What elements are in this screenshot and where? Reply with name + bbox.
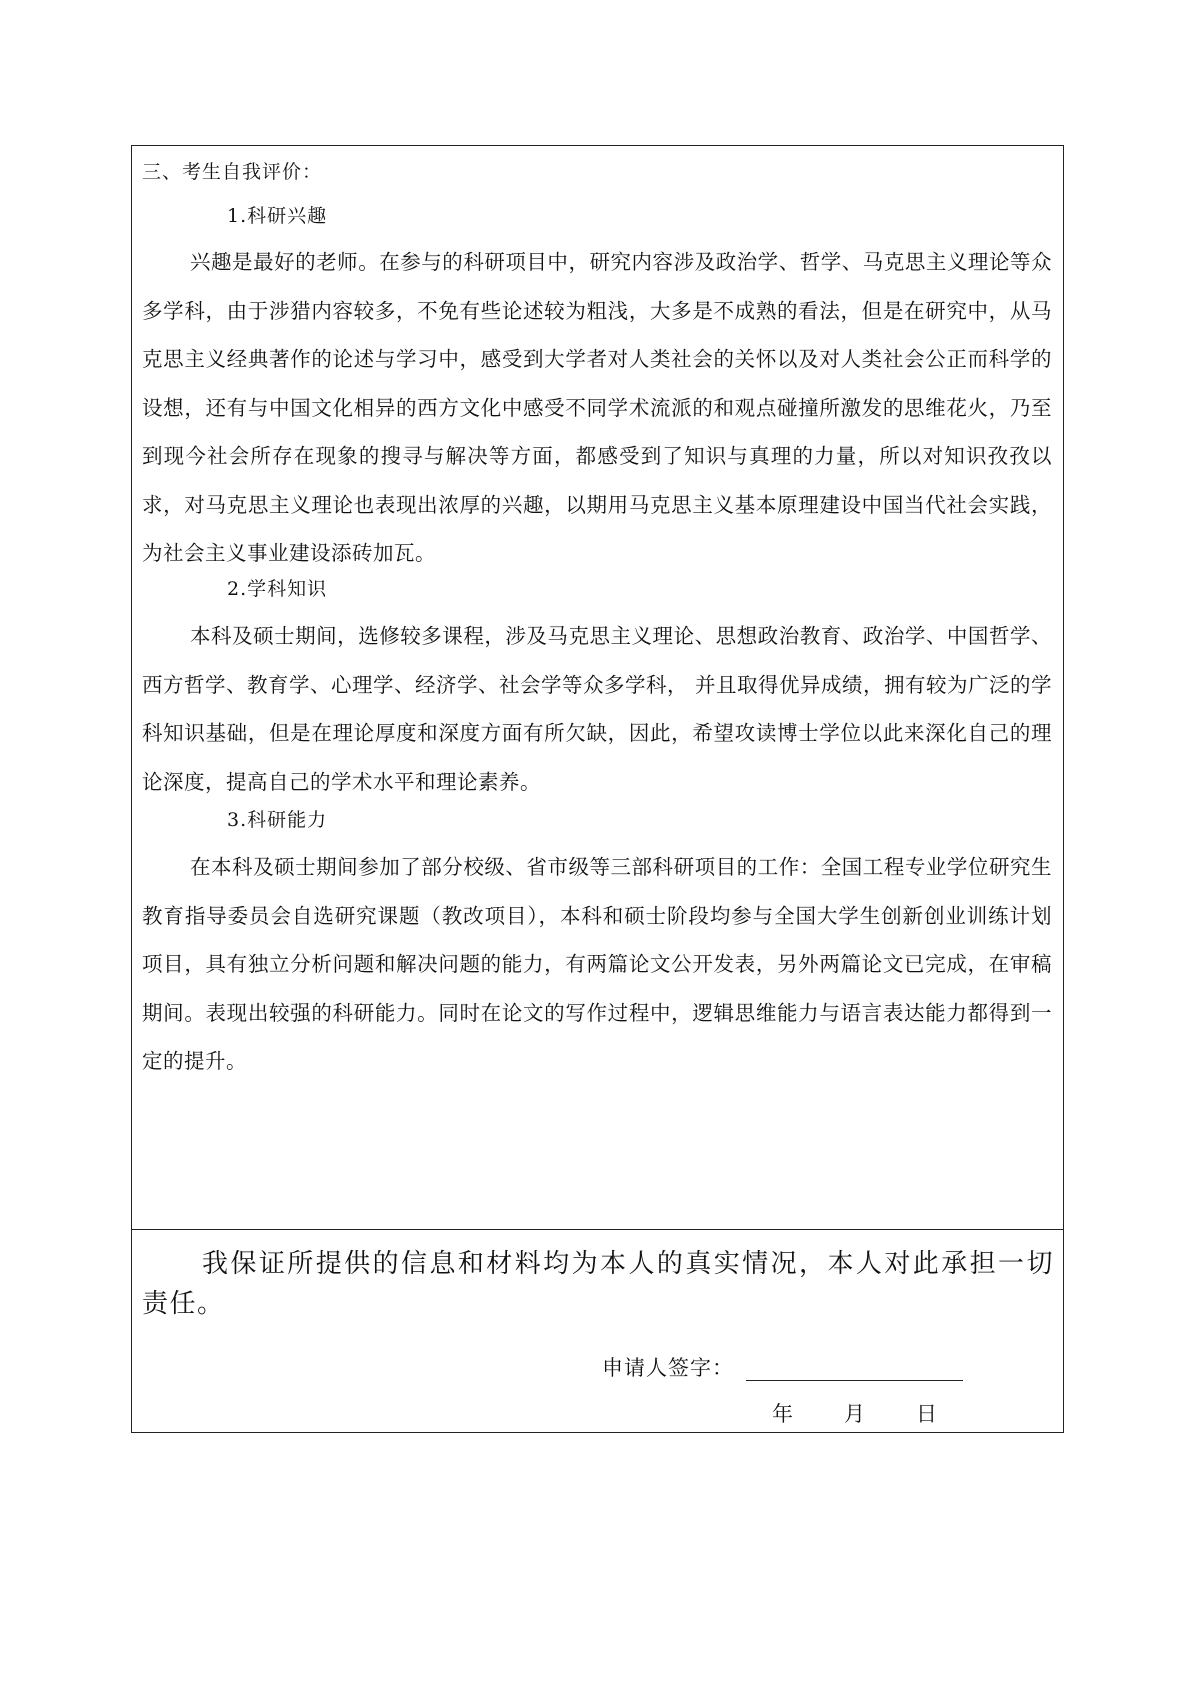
paragraph-research-interest: 兴趣是最好的老师。在参与的科研项目中，研究内容涉及政治学、哲学、马克思主义理论等众多学科，由于涉猎内容较多，不免有些论述较为粗浅，大多是不成熟的看法，但是在研究中，从马克思主义经典著作的论述与学习中，感受到大学者对人类社会的关怀以及对人类社会公正而科学的设想，还有与中国文化相异的西方文化中感受不同学术流派的和观点碰撞所激发的思维花火，乃至到现今社会所存在现象的搜寻与解决等方面，都感受到了知识与真理的力量，所以对知识孜孜以求，对马克思主义理论也表现出浓厚的兴趣，以期用马克思主义基本原理建设中国当代社会实践，为社会主义事业建设添砖加瓦。 bbox=[142, 250, 1052, 565]
signature-line[interactable] bbox=[746, 1380, 963, 1381]
form-table bbox=[131, 145, 1064, 1433]
pledge-statement: 我保证所提供的信息和材料均为本人的真实情况，本人对此承担一切责任。 bbox=[142, 1249, 1054, 1319]
date-month-label: 月 bbox=[844, 1402, 865, 1426]
heading-subject-knowledge: 2.学科知识 bbox=[227, 578, 328, 600]
pledge-section bbox=[132, 1230, 1063, 1432]
self-evaluation-section bbox=[132, 146, 1063, 1230]
paragraph-research-ability: 在本科及硕士期间参加了部分校级、省市级等三部科研项目的工作：全国工程专业学位研究生教育指导委员会自选研究课题（教改项目），本科和硕士阶段均参与全国大学生创新创业训练计划项目，具有独立分析问题和解决问题的能力，有两篇论文公开发表，另外两篇论文已完成，在审稿期间。表现出较强的科研能力。同时在论文的写作过程中，逻辑思维能力与语言表达能力都得到一定的提升。 bbox=[142, 855, 1052, 1073]
paragraph-subject-knowledge: 本科及硕士期间，选修较多课程，涉及马克思主义理论、思想政治教育、政治学、中国哲学、西方哲学、教育学、心理学、经济学、社会学等众多学科， 并且取得优异成绩，拥有较为广泛的学科知识基础，但是在理论厚度和深度方面有所欠缺，因此，希望攻读博士学位以此来深化自己的理论深度，提高自己的学术水平和理论素养。 bbox=[142, 624, 1053, 794]
date-day-label: 日 bbox=[916, 1402, 937, 1426]
section-title: 三、考生自我评价： bbox=[142, 161, 323, 183]
heading-research-interest: 1.科研兴趣 bbox=[227, 205, 328, 227]
heading-research-ability: 3.科研能力 bbox=[227, 809, 328, 831]
date-year-label: 年 bbox=[772, 1402, 793, 1426]
signature-label: 申请人签字： bbox=[602, 1356, 734, 1380]
